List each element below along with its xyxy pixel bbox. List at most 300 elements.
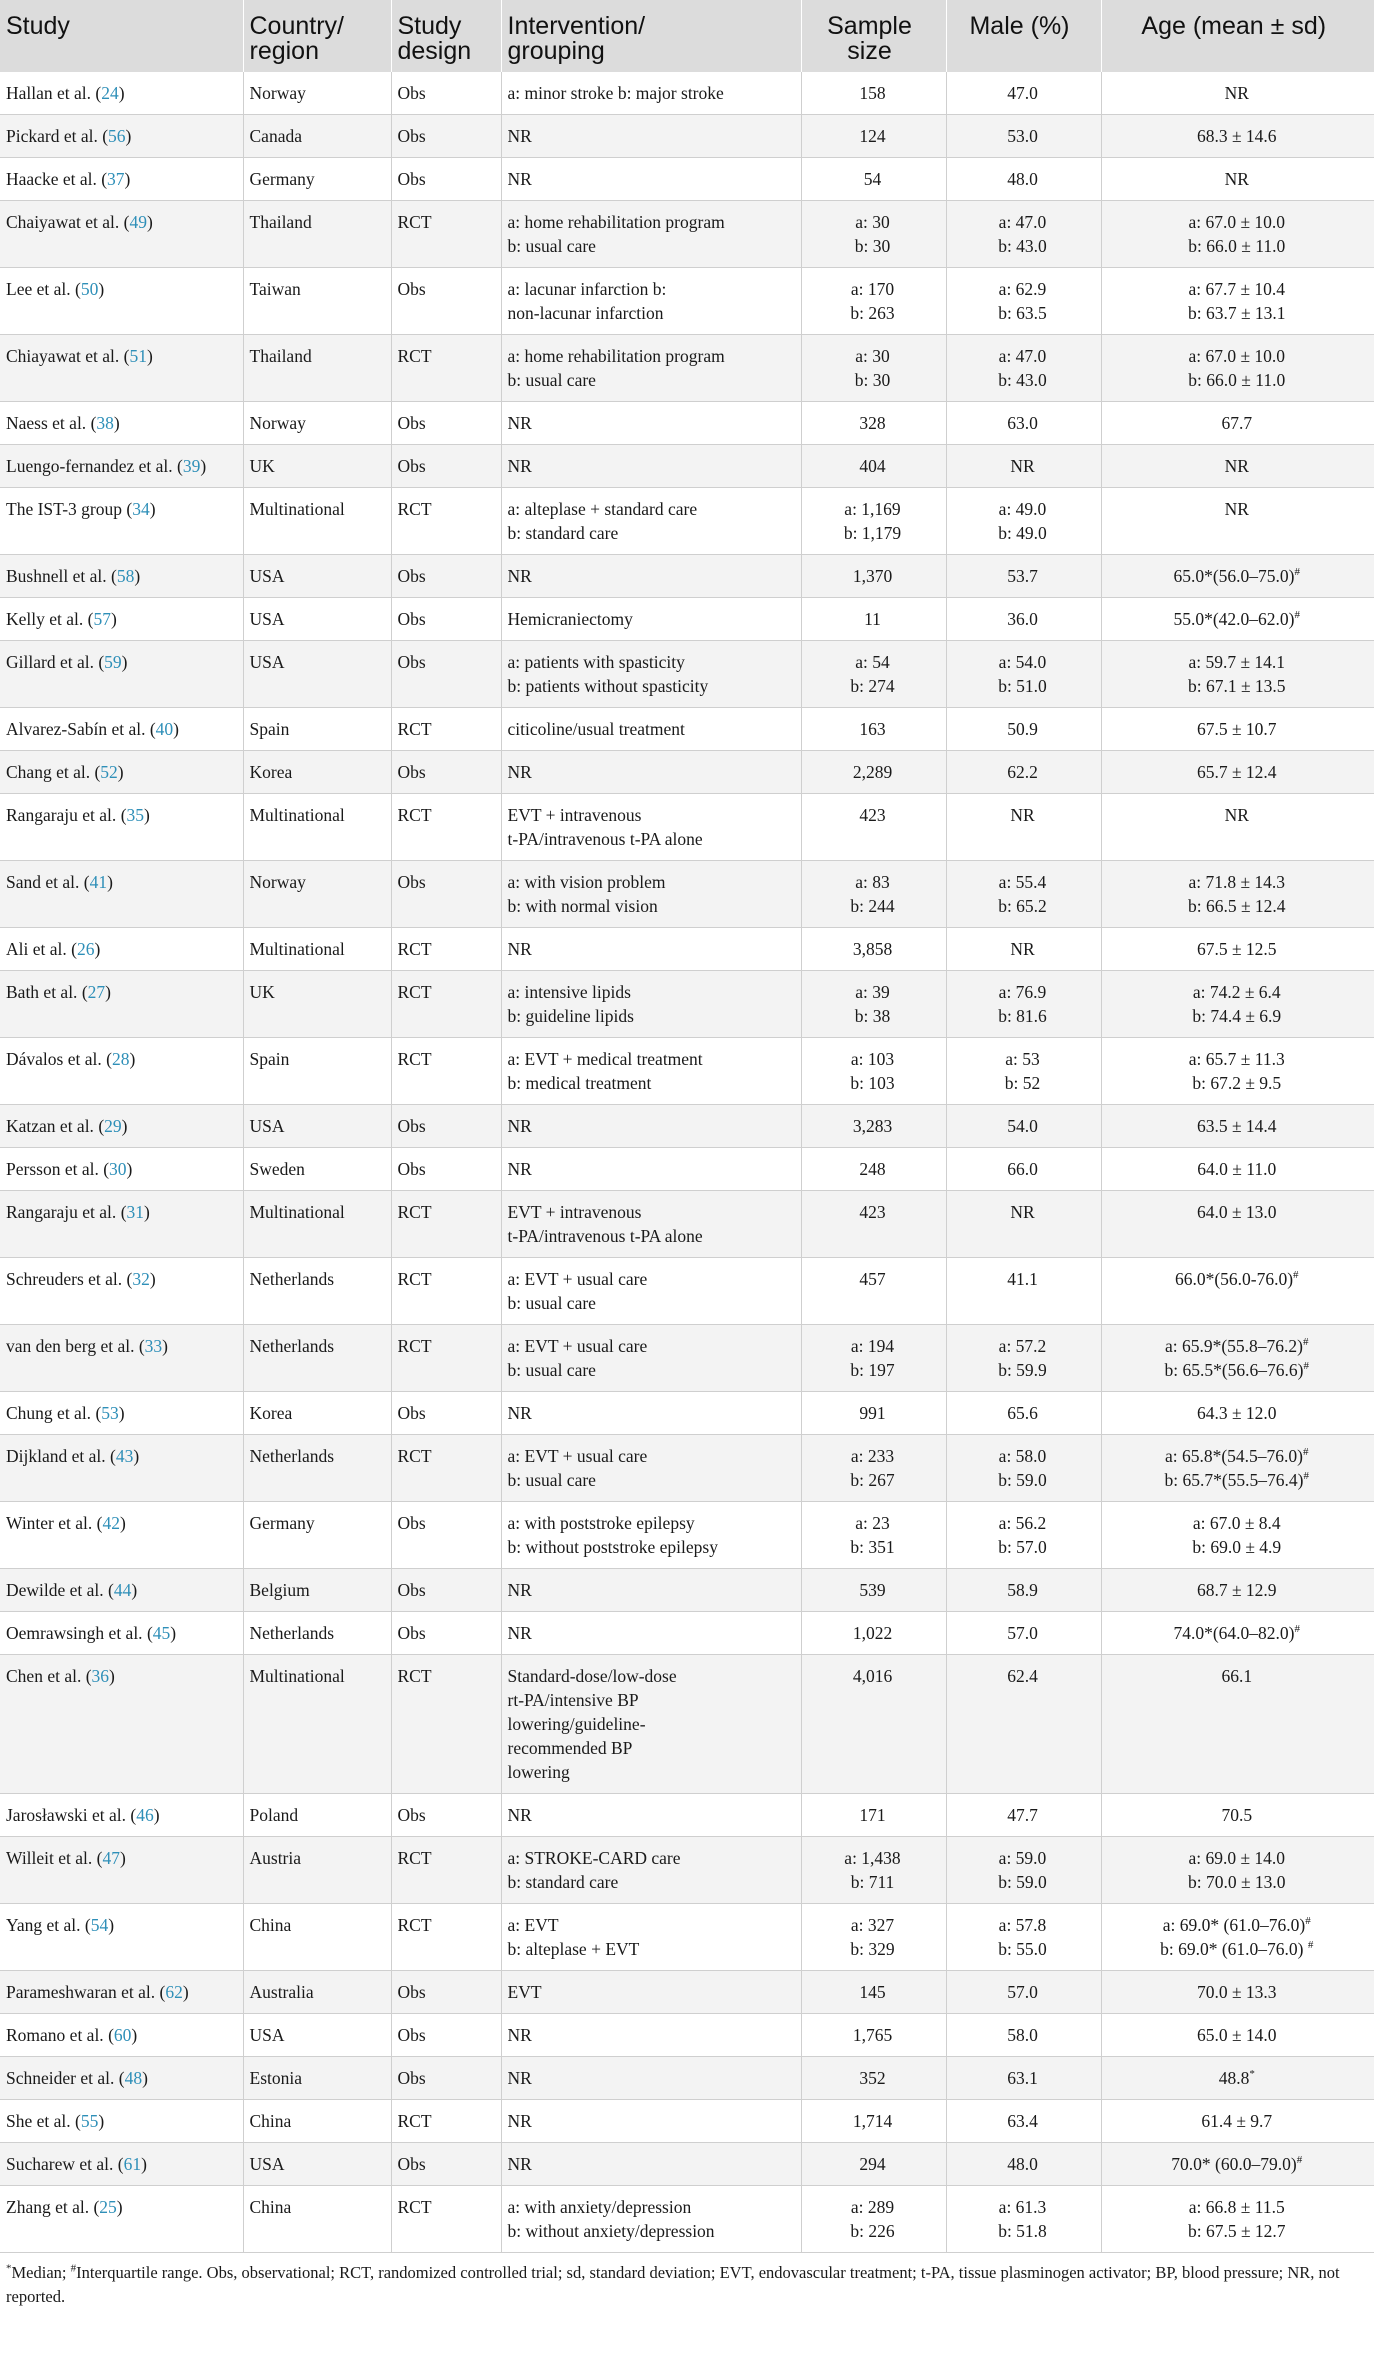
cell-sample-size: a: 1,438 b: 711 [801, 1837, 946, 1904]
table-row [0, 488, 1374, 555]
age-value: 70.0* (60.0–79.0) [1171, 2154, 1297, 2174]
cell-intervention: NR [501, 1569, 801, 1612]
study-author: Dijkland et al. [6, 1446, 106, 1466]
cell-country: Multinational [243, 794, 391, 861]
cell-country: Australia [243, 1971, 391, 2014]
cell-country: USA [243, 2143, 391, 2186]
cell-age [1101, 2100, 1374, 2143]
cell-intervention: a: home rehabilitation program b: usual care [501, 335, 801, 402]
cell-design: RCT [391, 488, 501, 555]
study-author: Hallan et al. [6, 83, 92, 103]
header-sample-size: Sample size [801, 0, 946, 72]
cell-design: Obs [391, 1392, 501, 1435]
cell-intervention: a: intensive lipids b: guideline lipids [501, 971, 801, 1038]
age-value: a: 67.0 ± 10.0 b: 66.0 ± 11.0 [1188, 346, 1286, 390]
cell-country: Norway [243, 72, 391, 115]
reference-link[interactable]: 32 [132, 1269, 150, 1289]
reference-link[interactable]: 30 [109, 1159, 127, 1179]
cell-country: China [243, 2100, 391, 2143]
cell-intervention: NR [501, 115, 801, 158]
cell-sample-size: 352 [801, 2057, 946, 2100]
cell-intervention: a: with vision problem b: with normal vision [501, 861, 801, 928]
age-value: 61.4 ± 9.7 [1201, 2111, 1273, 2131]
cell-study: Dijkland et al. (43) [0, 1435, 243, 1502]
cell-intervention: a: alteplase + standard care b: standard care [501, 488, 801, 555]
cell-male: a: 53 b: 52 [946, 1038, 1101, 1105]
cell-male: a: 58.0 b: 59.0 [946, 1435, 1101, 1502]
cell-study: Schreuders et al. (32) [0, 1258, 243, 1325]
table-row [0, 1794, 1374, 1837]
table-row [0, 445, 1374, 488]
study-author: Dávalos et al. [6, 1049, 102, 1069]
table-row [0, 2143, 1374, 2186]
table-row [0, 1191, 1374, 1258]
cell-design: RCT [391, 1435, 501, 1502]
cell-country: USA [243, 555, 391, 598]
age-value: 55.0*(42.0–62.0) [1173, 609, 1295, 629]
cell-male: 62.4 [946, 1655, 1101, 1794]
cell-sample-size: 248 [801, 1148, 946, 1191]
cell-study: Chen et al. (36) [0, 1655, 243, 1794]
study-author: Haacke et al. [6, 169, 97, 189]
study-author: Dewilde et al. [6, 1580, 104, 1600]
study-author: Ali et al. [6, 939, 67, 959]
cell-age [1101, 445, 1374, 488]
reference-link[interactable]: 35 [126, 805, 145, 825]
cell-country: Thailand [243, 335, 391, 402]
cell-study: Romano et al. (60) [0, 2014, 243, 2057]
age-mark: # [1296, 2154, 1303, 2167]
cell-sample-size: 1,370 [801, 555, 946, 598]
reference-link[interactable]: 39 [182, 456, 201, 476]
cell-country: Norway [243, 861, 391, 928]
reference-link[interactable]: 53 [101, 1403, 119, 1423]
cell-study: Gillard et al. (59) [0, 641, 243, 708]
reference-link[interactable]: 37 [107, 169, 125, 189]
reference-link[interactable]: 43 [115, 1446, 134, 1466]
cell-design: RCT [391, 1191, 501, 1258]
age-value: NR [1224, 456, 1249, 476]
study-author: Yang et al. [6, 1915, 81, 1935]
age-line [1108, 1444, 1367, 1468]
cell-male: a: 54.0 b: 51.0 [946, 641, 1101, 708]
age-value: 66.0*(56.0-76.0) [1174, 1269, 1294, 1289]
reference-link[interactable]: 28 [111, 1049, 130, 1069]
reference-link[interactable]: 26 [76, 939, 95, 959]
age-value: b: 69.0* (61.0–76.0) [1160, 1939, 1308, 1959]
cell-male: 53.0 [946, 115, 1101, 158]
age-mark: # [1294, 566, 1301, 579]
cell-sample-size: a: 83 b: 244 [801, 861, 946, 928]
age-value: a: 66.8 ± 11.5 b: 67.5 ± 12.7 [1187, 2197, 1286, 2241]
reference-link[interactable]: 29 [104, 1116, 122, 1136]
cell-age [1101, 72, 1374, 115]
table-row [0, 2186, 1374, 2253]
cell-intervention: EVT + intravenous t-PA/intravenous t-PA alone [501, 1191, 801, 1258]
age-mark: # [1294, 1623, 1301, 1636]
cell-study: Oemrawsingh et al. (45) [0, 1612, 243, 1655]
age-value: 70.0 ± 13.3 [1196, 1982, 1277, 2002]
cell-age [1101, 115, 1374, 158]
study-author: Chiayawat et al. [6, 346, 120, 366]
table-row [0, 555, 1374, 598]
cell-study: Luengo-fernandez et al. (39) [0, 445, 243, 488]
age-value: a: 67.0 ± 10.0 b: 66.0 ± 11.0 [1188, 212, 1286, 256]
age-value: a: 71.8 ± 14.3 b: 66.5 ± 12.4 [1187, 872, 1286, 916]
age-value: 68.7 ± 12.9 [1196, 1580, 1277, 1600]
cell-country: Estonia [243, 2057, 391, 2100]
cell-age [1101, 1794, 1374, 1837]
cell-sample-size: 1,022 [801, 1612, 946, 1655]
cell-design: Obs [391, 2014, 501, 2057]
table-row [0, 1325, 1374, 1392]
cell-country: USA [243, 641, 391, 708]
study-author: Sucharew et al. [6, 2154, 114, 2174]
reference-link[interactable]: 34 [132, 499, 150, 519]
study-author: Chen et al. [6, 1666, 82, 1686]
cell-intervention: a: EVT + usual care b: usual care [501, 1435, 801, 1502]
cell-age [1101, 1392, 1374, 1435]
cell-age [1101, 928, 1374, 971]
cell-study: Kelly et al. (57) [0, 598, 243, 641]
reference-link[interactable]: 33 [144, 1336, 163, 1356]
cell-intervention: NR [501, 2100, 801, 2143]
table-row [0, 335, 1374, 402]
study-author: Rangaraju et al. [6, 1202, 117, 1222]
cell-study: van den berg et al. (33) [0, 1325, 243, 1392]
age-mark: # [1303, 1360, 1310, 1373]
study-author: Lee et al. [6, 279, 71, 299]
study-author: Rangaraju et al. [6, 805, 117, 825]
reference-link[interactable]: 40 [155, 719, 174, 739]
age-value: 65.7 ± 12.4 [1196, 762, 1277, 782]
reference-link[interactable]: 36 [91, 1666, 110, 1686]
table-row [0, 971, 1374, 1038]
age-value: 68.3 ± 14.6 [1196, 126, 1277, 146]
cell-design: Obs [391, 402, 501, 445]
cell-male: 36.0 [946, 598, 1101, 641]
cell-male: 48.0 [946, 2143, 1101, 2186]
cell-intervention: NR [501, 445, 801, 488]
cell-age [1101, 708, 1374, 751]
study-author: Oemrawsingh et al. [6, 1623, 143, 1643]
reference-link[interactable]: 31 [126, 1202, 145, 1222]
cell-study: Sucharew et al. (61) [0, 2143, 243, 2186]
cell-age [1101, 2057, 1374, 2100]
cell-age [1101, 268, 1374, 335]
cell-sample-size: a: 30 b: 30 [801, 335, 946, 402]
cell-design: Obs [391, 555, 501, 598]
cell-study: Chang et al. (52) [0, 751, 243, 794]
cell-study: Dewilde et al. (44) [0, 1569, 243, 1612]
reference-link[interactable]: 46 [136, 1805, 154, 1825]
cell-age [1101, 201, 1374, 268]
cell-sample-size: 294 [801, 2143, 946, 2186]
cell-intervention: Hemicraniectomy [501, 598, 801, 641]
cell-design: Obs [391, 598, 501, 641]
cell-country: Netherlands [243, 1435, 391, 1502]
cell-country: China [243, 1904, 391, 1971]
cell-sample-size: 3,283 [801, 1105, 946, 1148]
cell-sample-size: a: 233 b: 267 [801, 1435, 946, 1502]
cell-sample-size: 423 [801, 1191, 946, 1258]
reference-link[interactable]: 60 [113, 2025, 132, 2045]
table-body [0, 72, 1374, 2253]
cell-sample-size: 163 [801, 708, 946, 751]
cell-design: RCT [391, 1258, 501, 1325]
cell-intervention: NR [501, 751, 801, 794]
reference-link[interactable]: 55 [80, 2111, 99, 2131]
cell-male: 58.0 [946, 2014, 1101, 2057]
cell-sample-size: 145 [801, 1971, 946, 2014]
cell-age [1101, 488, 1374, 555]
reference-link[interactable]: 62 [165, 1982, 183, 2002]
cell-age [1101, 1655, 1374, 1794]
reference-link[interactable]: 56 [108, 126, 126, 146]
cell-country: Spain [243, 708, 391, 751]
reference-link[interactable]: 42 [102, 1513, 120, 1533]
cell-male: 65.6 [946, 1392, 1101, 1435]
cell-design: Obs [391, 1148, 501, 1191]
cell-country: Sweden [243, 1148, 391, 1191]
age-value: NR [1224, 83, 1249, 103]
table-row [0, 1258, 1374, 1325]
reference-link[interactable]: 27 [87, 982, 106, 1002]
cell-country: UK [243, 445, 391, 488]
cell-study: Persson et al. (30) [0, 1148, 243, 1191]
cell-male: 63.0 [946, 402, 1101, 445]
table-row [0, 751, 1374, 794]
cell-intervention: NR [501, 1392, 801, 1435]
cell-intervention: a: minor stroke b: major stroke [501, 72, 801, 115]
cell-design: Obs [391, 72, 501, 115]
table-row [0, 1435, 1374, 1502]
cell-country: USA [243, 598, 391, 641]
age-value: 64.0 ± 11.0 [1197, 1159, 1277, 1179]
cell-intervention: Standard-dose/low-dose rt-PA/intensive BP lowering/guideline- recommended BP lowering [501, 1655, 801, 1794]
cell-sample-size: 423 [801, 794, 946, 861]
table-row [0, 201, 1374, 268]
cell-male: NR [946, 445, 1101, 488]
cell-study: Bushnell et al. (58) [0, 555, 243, 598]
cell-design: RCT [391, 1655, 501, 1794]
cell-design: Obs [391, 861, 501, 928]
cell-male: a: 47.0 b: 43.0 [946, 201, 1101, 268]
study-author: She et al. [6, 2111, 71, 2131]
footnote-median: Median; [11, 2263, 71, 2282]
table-row [0, 1837, 1374, 1904]
study-author: Schneider et al. [6, 2068, 115, 2088]
reference-link[interactable]: 57 [93, 609, 111, 629]
table-row [0, 641, 1374, 708]
cell-study: Katzan et al. (29) [0, 1105, 243, 1148]
study-author: Zhang et al. [6, 2197, 90, 2217]
cell-country: Multinational [243, 1655, 391, 1794]
cell-male: 63.4 [946, 2100, 1101, 2143]
cell-male: 48.0 [946, 158, 1101, 201]
reference-link[interactable]: 49 [129, 212, 147, 232]
cell-age [1101, 861, 1374, 928]
cell-male: 66.0 [946, 1148, 1101, 1191]
reference-link[interactable]: 38 [96, 413, 114, 433]
cell-sample-size: 54 [801, 158, 946, 201]
reference-link[interactable]: 24 [101, 83, 119, 103]
age-value: 67.5 ± 10.7 [1196, 719, 1277, 739]
cell-design: Obs [391, 2143, 501, 2186]
reference-link[interactable]: 47 [102, 1848, 120, 1868]
cell-study: Jarosławski et al. (46) [0, 1794, 243, 1837]
table-row [0, 268, 1374, 335]
study-author: Gillard et al. [6, 652, 94, 672]
cell-age [1101, 1904, 1374, 1971]
cell-male: 47.7 [946, 1794, 1101, 1837]
study-author: Schreuders et al. [6, 1269, 123, 1289]
age-value: 65.0 ± 14.0 [1196, 2025, 1277, 2045]
cell-design: RCT [391, 201, 501, 268]
reference-link[interactable]: 50 [80, 279, 99, 299]
reference-link[interactable]: 25 [99, 2197, 117, 2217]
cell-age [1101, 1435, 1374, 1502]
cell-sample-size: 11 [801, 598, 946, 641]
cell-age [1101, 158, 1374, 201]
cell-age [1101, 2186, 1374, 2253]
cell-study: The IST-3 group (34) [0, 488, 243, 555]
cell-sample-size: a: 54 b: 274 [801, 641, 946, 708]
cell-study: Zhang et al. (25) [0, 2186, 243, 2253]
header-design: Study design [391, 0, 501, 72]
reference-link[interactable]: 61 [123, 2154, 142, 2174]
table-row [0, 158, 1374, 201]
age-mark: # [1307, 1939, 1314, 1952]
age-value: 64.3 ± 12.0 [1196, 1403, 1277, 1423]
cell-design: Obs [391, 115, 501, 158]
cell-study: Schneider et al. (48) [0, 2057, 243, 2100]
table-row [0, 708, 1374, 751]
reference-link[interactable]: 45 [152, 1623, 171, 1643]
study-author: The IST-3 group [6, 499, 123, 519]
age-value: a: 59.7 ± 14.1 b: 67.1 ± 13.5 [1187, 652, 1286, 696]
cell-intervention: citicoline/usual treatment [501, 708, 801, 751]
table-row [0, 72, 1374, 115]
cell-country: USA [243, 2014, 391, 2057]
cell-country: Poland [243, 1794, 391, 1837]
cell-age [1101, 1105, 1374, 1148]
cell-sample-size: 457 [801, 1258, 946, 1325]
cell-sample-size: a: 194 b: 197 [801, 1325, 946, 1392]
cell-sample-size: 124 [801, 115, 946, 158]
cell-male: a: 57.8 b: 55.0 [946, 1904, 1101, 1971]
reference-link[interactable]: 41 [89, 872, 108, 892]
reference-link[interactable]: 51 [129, 346, 147, 366]
cell-study: Sand et al. (41) [0, 861, 243, 928]
table-row [0, 1655, 1374, 1794]
cell-intervention: a: with anxiety/depression b: without anxiety/depression [501, 2186, 801, 2253]
reference-link[interactable]: 48 [124, 2068, 143, 2088]
age-line [1108, 1468, 1367, 1492]
table-row [0, 1904, 1374, 1971]
cell-intervention: NR [501, 1105, 801, 1148]
age-value: a: 65.8*(54.5–76.0) [1164, 1446, 1304, 1466]
reference-link[interactable]: 54 [90, 1915, 109, 1935]
study-author: Sand et al. [6, 872, 80, 892]
cell-study: Chung et al. (53) [0, 1392, 243, 1435]
cell-design: Obs [391, 445, 501, 488]
cell-male: a: 62.9 b: 63.5 [946, 268, 1101, 335]
cell-age [1101, 751, 1374, 794]
age-value: a: 65.9*(55.8–76.2) [1164, 1336, 1304, 1356]
cell-intervention: NR [501, 928, 801, 971]
cell-male: 47.0 [946, 72, 1101, 115]
age-mark: # [1303, 1336, 1309, 1349]
cell-sample-size: a: 30 b: 30 [801, 201, 946, 268]
header-age: Age (mean ± sd) [1141, 12, 1327, 40]
cell-study: Dávalos et al. (28) [0, 1038, 243, 1105]
cell-sample-size: a: 327 b: 329 [801, 1904, 946, 1971]
age-value: a: 69.0* (61.0–76.0) [1162, 1915, 1306, 1935]
cell-design: RCT [391, 1837, 501, 1904]
reference-link[interactable]: 58 [116, 566, 135, 586]
study-author: Romano et al. [6, 2025, 104, 2045]
cell-male: 53.7 [946, 555, 1101, 598]
cell-country: UK [243, 971, 391, 1038]
study-author: Chang et al. [6, 762, 91, 782]
cell-male: a: 49.0 b: 49.0 [946, 488, 1101, 555]
cell-age [1101, 2014, 1374, 2057]
cell-intervention: NR [501, 1148, 801, 1191]
reference-link[interactable]: 59 [104, 652, 122, 672]
table-row [0, 402, 1374, 445]
age-value: 67.7 [1221, 413, 1253, 433]
reference-link[interactable]: 52 [100, 762, 118, 782]
cell-study: Lee et al. (50) [0, 268, 243, 335]
age-value: 74.0*(64.0–82.0) [1173, 1623, 1295, 1643]
cell-intervention: a: home rehabilitation program b: usual care [501, 201, 801, 268]
table-row [0, 1392, 1374, 1435]
cell-intervention: a: STROKE-CARD care b: standard care [501, 1837, 801, 1904]
cell-country: Norway [243, 402, 391, 445]
cell-study: Naess et al. (38) [0, 402, 243, 445]
table-row [0, 598, 1374, 641]
cell-age [1101, 971, 1374, 1038]
study-author: Parameshwaran et al. [6, 1982, 156, 2002]
cell-intervention: NR [501, 2057, 801, 2100]
cell-sample-size: 539 [801, 1569, 946, 1612]
cell-sample-size: 404 [801, 445, 946, 488]
cell-design: RCT [391, 1904, 501, 1971]
cell-male: NR [946, 794, 1101, 861]
study-author: Winter et al. [6, 1513, 93, 1533]
age-mark: # [1294, 609, 1301, 622]
cell-design: Obs [391, 158, 501, 201]
cell-country: Netherlands [243, 1612, 391, 1655]
cell-design: Obs [391, 2057, 501, 2100]
cell-sample-size: 158 [801, 72, 946, 115]
cell-male: 57.0 [946, 1612, 1101, 1655]
cell-sample-size: a: 289 b: 226 [801, 2186, 946, 2253]
reference-link[interactable]: 44 [113, 1580, 132, 1600]
cell-country: USA [243, 1105, 391, 1148]
cell-design: RCT [391, 335, 501, 402]
age-value: a: 74.2 ± 6.4 b: 74.4 ± 6.9 [1192, 982, 1282, 1026]
cell-male: 58.9 [946, 1569, 1101, 1612]
age-value: NR [1224, 805, 1249, 825]
cell-design: RCT [391, 1038, 501, 1105]
cell-intervention: NR [501, 555, 801, 598]
study-author: Luengo-fernandez et al. [6, 456, 173, 476]
cell-sample-size: 1,765 [801, 2014, 946, 2057]
cell-study: Winter et al. (42) [0, 1502, 243, 1569]
cell-age [1101, 1191, 1374, 1258]
